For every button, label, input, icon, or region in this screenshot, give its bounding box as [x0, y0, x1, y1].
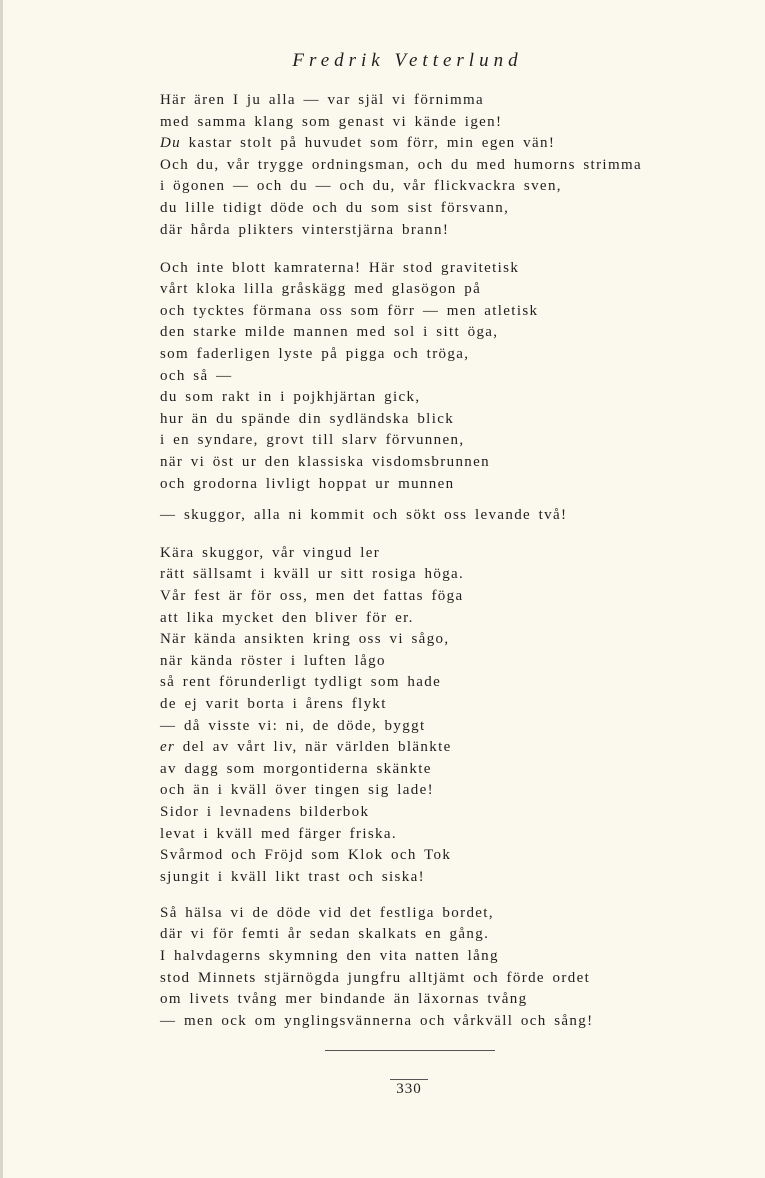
line-text: del av vårt liv, när världen blänkte — [175, 739, 452, 756]
poem-line — [160, 258, 720, 280]
line-text: sjungit i kväll likt trast och siska! — [160, 868, 425, 885]
stanza — [160, 543, 720, 889]
page-number: 330 — [390, 1079, 428, 1098]
line-text: — skuggor, alla ni kommit och sökt oss levande två! — [160, 506, 568, 523]
line-text: den starke milde mannen med sol i sitt öga, — [160, 324, 499, 341]
line-text: du som rakt in i pojkhjärtan gick, — [160, 389, 421, 406]
line-text: i ögonen — och du — och du, vår flickvackra sven, — [160, 178, 562, 195]
italic-emphasis: er — [160, 739, 176, 756]
line-text: I halvdagerns skymning den vita natten lång — [160, 947, 499, 964]
line-text: vårt kloka lilla gråskägg med glasögon på — [160, 281, 482, 298]
poem-line — [160, 867, 720, 889]
poem-line — [160, 672, 720, 694]
poem-line — [160, 737, 720, 759]
poem-line — [160, 694, 720, 716]
poem-body — [160, 90, 720, 1032]
line-text: levat i kväll med färger friska. — [160, 825, 398, 842]
line-text: i en syndare, grovt till slarv förvunnen, — [160, 432, 465, 449]
poem-line — [160, 279, 720, 301]
line-text: Sidor i levnadens bilderbok — [160, 803, 370, 820]
poem-line — [160, 845, 720, 867]
poem-line — [160, 387, 720, 409]
line-text: och tycktes förmana oss som förr — men atletisk — [160, 302, 539, 319]
end-rule — [325, 1050, 495, 1051]
poem-line — [160, 220, 720, 242]
line-text: Svårmod och Fröjd som Klok och Tok — [160, 847, 452, 864]
line-text: när vi öst ur den klassiska visdomsbrunnen — [160, 454, 491, 470]
poem-line — [160, 344, 720, 366]
running-header-author: Fredrik Vetterlund — [292, 50, 523, 71]
poem-line — [160, 474, 720, 496]
line-text: stod Minnets stjärnögda jungfru alltjämt och förde ordet — [160, 969, 591, 986]
poem-line — [160, 90, 720, 112]
line-text: — men ock om ynglingsvännerna och vårkväll och sång! — [160, 1012, 594, 1029]
poem-line — [160, 543, 720, 565]
line-text: med samma klang som genast vi kände igen! — [160, 113, 503, 130]
poem-line — [160, 716, 720, 738]
poem-line — [160, 924, 720, 946]
poem-line — [160, 802, 720, 824]
poem-line — [160, 452, 720, 474]
line-text: och grodorna livligt hoppat ur munnen — [160, 475, 455, 492]
poem-line — [160, 155, 720, 177]
poem-line — [160, 366, 720, 388]
line-text: hur än du spände din sydländska blick — [160, 410, 455, 427]
poem-line — [160, 989, 720, 1011]
poem-line — [160, 176, 720, 198]
poem-line — [160, 824, 720, 846]
line-text: När kända ansikten kring oss vi sågo, — [160, 631, 450, 648]
line-text: kastar stolt på huvudet som förr, min egen vän! — [181, 135, 556, 152]
line-text: om livets tvång mer bindande än läxornas tvång — [160, 991, 528, 1008]
stanza — [160, 258, 720, 496]
poem-line — [160, 759, 720, 781]
line-text: — då visste vi: ni, de döde, byggt — [160, 717, 426, 734]
line-text: och än i kväll över tingen sig lade! — [160, 782, 434, 799]
poem-line — [160, 505, 720, 527]
poem-line — [160, 968, 720, 990]
line-text: Kära skuggor, vår vingud ler — [160, 544, 381, 561]
poem-line — [160, 651, 720, 673]
line-text: Vår fest är för oss, men det fattas föga — [160, 587, 464, 604]
line-text: där vi för femti år sedan skalkats en gång. — [160, 926, 490, 943]
italic-emphasis: Du — [160, 135, 182, 152]
line-text: och så — — [160, 367, 233, 384]
line-text: att lika mycket den bliver för er. — [160, 609, 414, 626]
line-text: Här ären I ju alla — var själ vi förnimma — [160, 92, 485, 108]
line-text: Och du, vår trygge ordningsman, och du med humorns strimma — [160, 156, 642, 173]
line-text: rätt sällsamt i kväll ur sitt rosiga höga. — [160, 566, 465, 583]
poem-line — [160, 112, 720, 134]
line-text: så rent förunderligt tydligt som hade — [160, 674, 442, 691]
poem-line — [160, 1011, 720, 1033]
line-text: du lille tidigt döde och du som sist försvann, — [160, 199, 510, 216]
poem-line — [160, 322, 720, 344]
poem-line — [160, 133, 720, 155]
stanza — [160, 90, 720, 241]
poem-line — [160, 301, 720, 323]
poem-line — [160, 409, 720, 431]
line-text: av dagg som morgontiderna skänkte — [160, 760, 432, 777]
line-text: Och inte blott kamraterna! Här stod gravitetisk — [160, 259, 520, 276]
line-text: när kända röster i luften lågo — [160, 652, 386, 669]
poem-line — [160, 629, 720, 651]
line-text: de ej varit borta i årens flykt — [160, 695, 387, 712]
poem-line — [160, 608, 720, 630]
line-text: Så hälsa vi de döde vid det festliga bordet, — [160, 904, 494, 921]
scan-edge — [0, 0, 3, 1178]
line-text: som faderligen lyste på pigga och tröga, — [160, 346, 470, 363]
poem-line — [160, 780, 720, 802]
line-text: där hårda plikters vinterstjärna brann! — [160, 221, 450, 238]
poem-line — [160, 430, 720, 452]
poem-line — [160, 564, 720, 586]
stanza — [160, 505, 720, 527]
poem-line — [160, 946, 720, 968]
poem-line — [160, 586, 720, 608]
stanza — [160, 903, 720, 1033]
poem-line — [160, 198, 720, 220]
poem-line — [160, 903, 720, 925]
